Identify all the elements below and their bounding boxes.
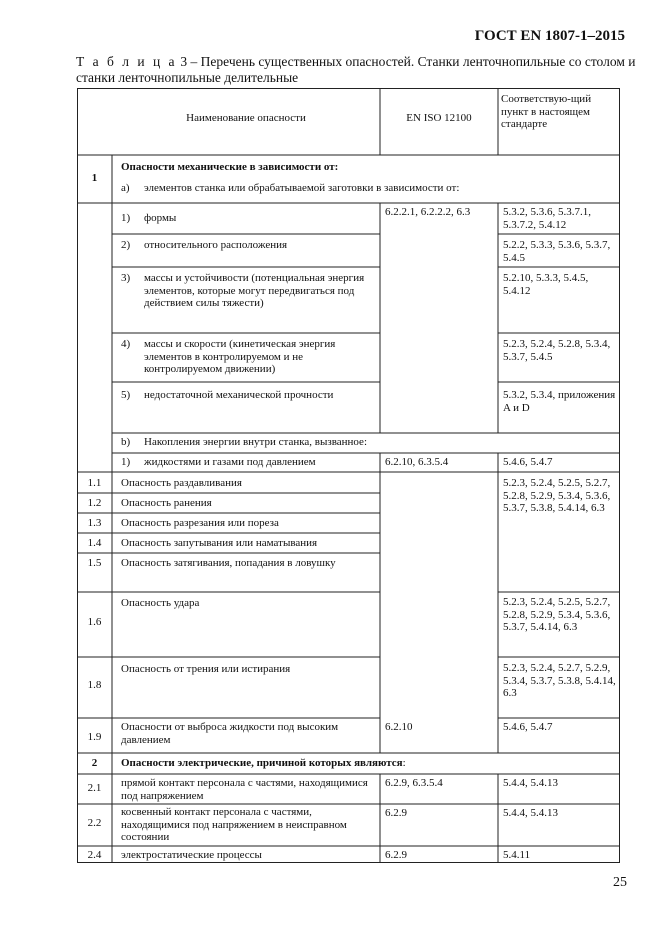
row-2-2-clause: 5.4.4, 5.4.13 <box>503 807 558 819</box>
row-2-4-number: 2.4 <box>87 849 102 861</box>
row-2-1-number: 2.1 <box>87 782 102 794</box>
item-a1-clause: 5.3.2, 5.3.6, 5.3.7.1, 5.3.7.2, 5.4.12 <box>503 206 591 231</box>
row-1-6-number: 1.6 <box>87 616 102 628</box>
item-b1-en: 6.2.10, 6.3.5.4 <box>385 456 449 468</box>
page-number: 25 <box>613 875 627 890</box>
row-1-8-number: 1.8 <box>87 679 102 691</box>
table-border <box>78 89 620 863</box>
row-1-9-text: Опасности от выброса жидкости под высоким давлением <box>121 721 339 746</box>
row-1-8-text: Опасность от трения или истирания <box>121 663 291 675</box>
item-a3-number: 3) <box>121 272 131 284</box>
item-b1-text: жидкостями и газами под давлением <box>144 456 316 468</box>
subgroup-b-text: Накопления энергии внутри станка, вызванное: <box>144 436 367 448</box>
row-1-3-text: Опасность разрезания или пореза <box>121 517 279 529</box>
row-1-3-number: 1.3 <box>87 517 102 529</box>
row-2-2-text: косвенный контакт персонала с частями, находящимися под напряжением в неисправном состоянии <box>121 806 347 843</box>
row-1-6-text: Опасность удара <box>121 597 200 609</box>
row-1-5-number: 1.5 <box>87 557 102 569</box>
caption-text: 3 – Перечень существенных опасностей. Станки ленточнопильные со столом и станки ленточнопильные делительные <box>76 54 636 85</box>
row-1-9-clause: 5.4.6, 5.4.7 <box>503 721 553 733</box>
row-1-9-number: 1.9 <box>87 731 102 743</box>
item-a4-number: 4) <box>121 338 131 350</box>
group2-number: 2 <box>91 757 98 769</box>
header-name: Наименование опасности <box>186 112 306 124</box>
row-1-2-number: 1.2 <box>87 497 102 509</box>
row-1-5-text: Опасность затягивания, попадания в ловушку <box>121 557 336 569</box>
row-1-6-clause: 5.2.3, 5.2.4, 5.2.5, 5.2.7, 5.2.8, 5.2.9, 5.3.4, 5.3.6, 5.3.7, 5.4.14, 6.3 <box>503 596 611 633</box>
item-a5-text: недостаточной механической прочности <box>144 389 334 401</box>
row-2-4-en: 6.2.9 <box>385 849 407 861</box>
row-1-8-clause: 5.2.3, 5.2.4, 5.2.7, 5.2.9, 5.3.4, 5.3.7, 5.3.8, 5.4.14, 6.3 <box>503 662 616 699</box>
row-2-1-en: 6.2.9, 6.3.5.4 <box>385 777 443 789</box>
item-a5-number: 5) <box>121 389 131 401</box>
item-a4-text: массы и скорости (кинетическая энергия элементов в контролируемом и не контролируемом движении) <box>144 338 336 375</box>
subgroup-a-label: а) <box>121 182 130 194</box>
document-header: ГОСТ EN 1807-1–2015 <box>474 28 625 44</box>
item-a2-clause: 5.2.2, 5.3.3, 5.3.6, 5.3.7, 5.4.5 <box>503 239 611 264</box>
row-2-4-clause: 5.4.11 <box>503 849 531 861</box>
rows-1-1-to-1-5-clause: 5.2.3, 5.2.4, 5.2.5, 5.2.7, 5.2.8, 5.2.9, 5.3.4, 5.3.6, 5.3.7, 5.3.8, 5.4.14, 6.3 <box>503 477 611 514</box>
group1-number: 1 <box>91 172 98 184</box>
item-a4-clause: 5.2.3, 5.2.4, 5.2.8, 5.3.4, 5.3.7, 5.4.5 <box>503 338 611 363</box>
row-1-9-en: 6.2.10 <box>385 721 413 733</box>
row-2-2-en: 6.2.9 <box>385 807 407 819</box>
item-b1-clause: 5.4.6, 5.4.7 <box>503 456 553 468</box>
subgroup-a-text: элементов станка или обрабатываемой заготовки в зависимости от: <box>144 182 460 194</box>
header-clause: Соответствую-щий пункт в настоящем стандарте <box>501 93 592 130</box>
group2-title: Опасности электрические, причиной которых являются <box>121 757 403 769</box>
row-2-2-number: 2.2 <box>87 817 102 829</box>
row-1-1-text: Опасность раздавливания <box>121 477 242 489</box>
group2-colon: : <box>402 757 406 769</box>
item-a2-number: 2) <box>121 239 131 251</box>
a-en-reference: 6.2.2.1, 6.2.2.2, 6.3 <box>385 206 471 218</box>
group1-title: Опасности механические в зависимости от: <box>121 161 339 173</box>
item-a5-clause: 5.3.2, 5.3.4, приложения A и D <box>503 389 616 414</box>
row-2-1-clause: 5.4.4, 5.4.13 <box>503 777 558 789</box>
subgroup-b-label: b) <box>121 436 131 448</box>
row-2-4-text: электростатические процессы <box>121 849 262 861</box>
row-2-1-text: прямой контакт персонала с частями, находящимися под напряжением <box>121 777 368 802</box>
item-b1-number: 1) <box>121 456 131 468</box>
item-a3-clause: 5.2.10, 5.3.3, 5.4.5, 5.4.12 <box>503 272 589 297</box>
item-a1-number: 1) <box>121 212 131 224</box>
item-a3-text: массы и устойчивости (потенциальная энергия элементов, которые могут передвигаться под действием силы тяжести) <box>144 272 365 309</box>
item-a1-text: формы <box>144 212 177 224</box>
row-1-2-text: Опасность ранения <box>121 497 212 509</box>
item-a2-text: относительного расположения <box>144 239 288 251</box>
row-1-4-text: Опасность запутывания или наматывания <box>121 537 318 549</box>
caption-lead: Т а б л и ц а <box>76 54 178 69</box>
header-en: EN ISO 12100 <box>406 112 472 124</box>
row-1-4-number: 1.4 <box>87 537 102 549</box>
row-1-1-number: 1.1 <box>87 477 102 489</box>
